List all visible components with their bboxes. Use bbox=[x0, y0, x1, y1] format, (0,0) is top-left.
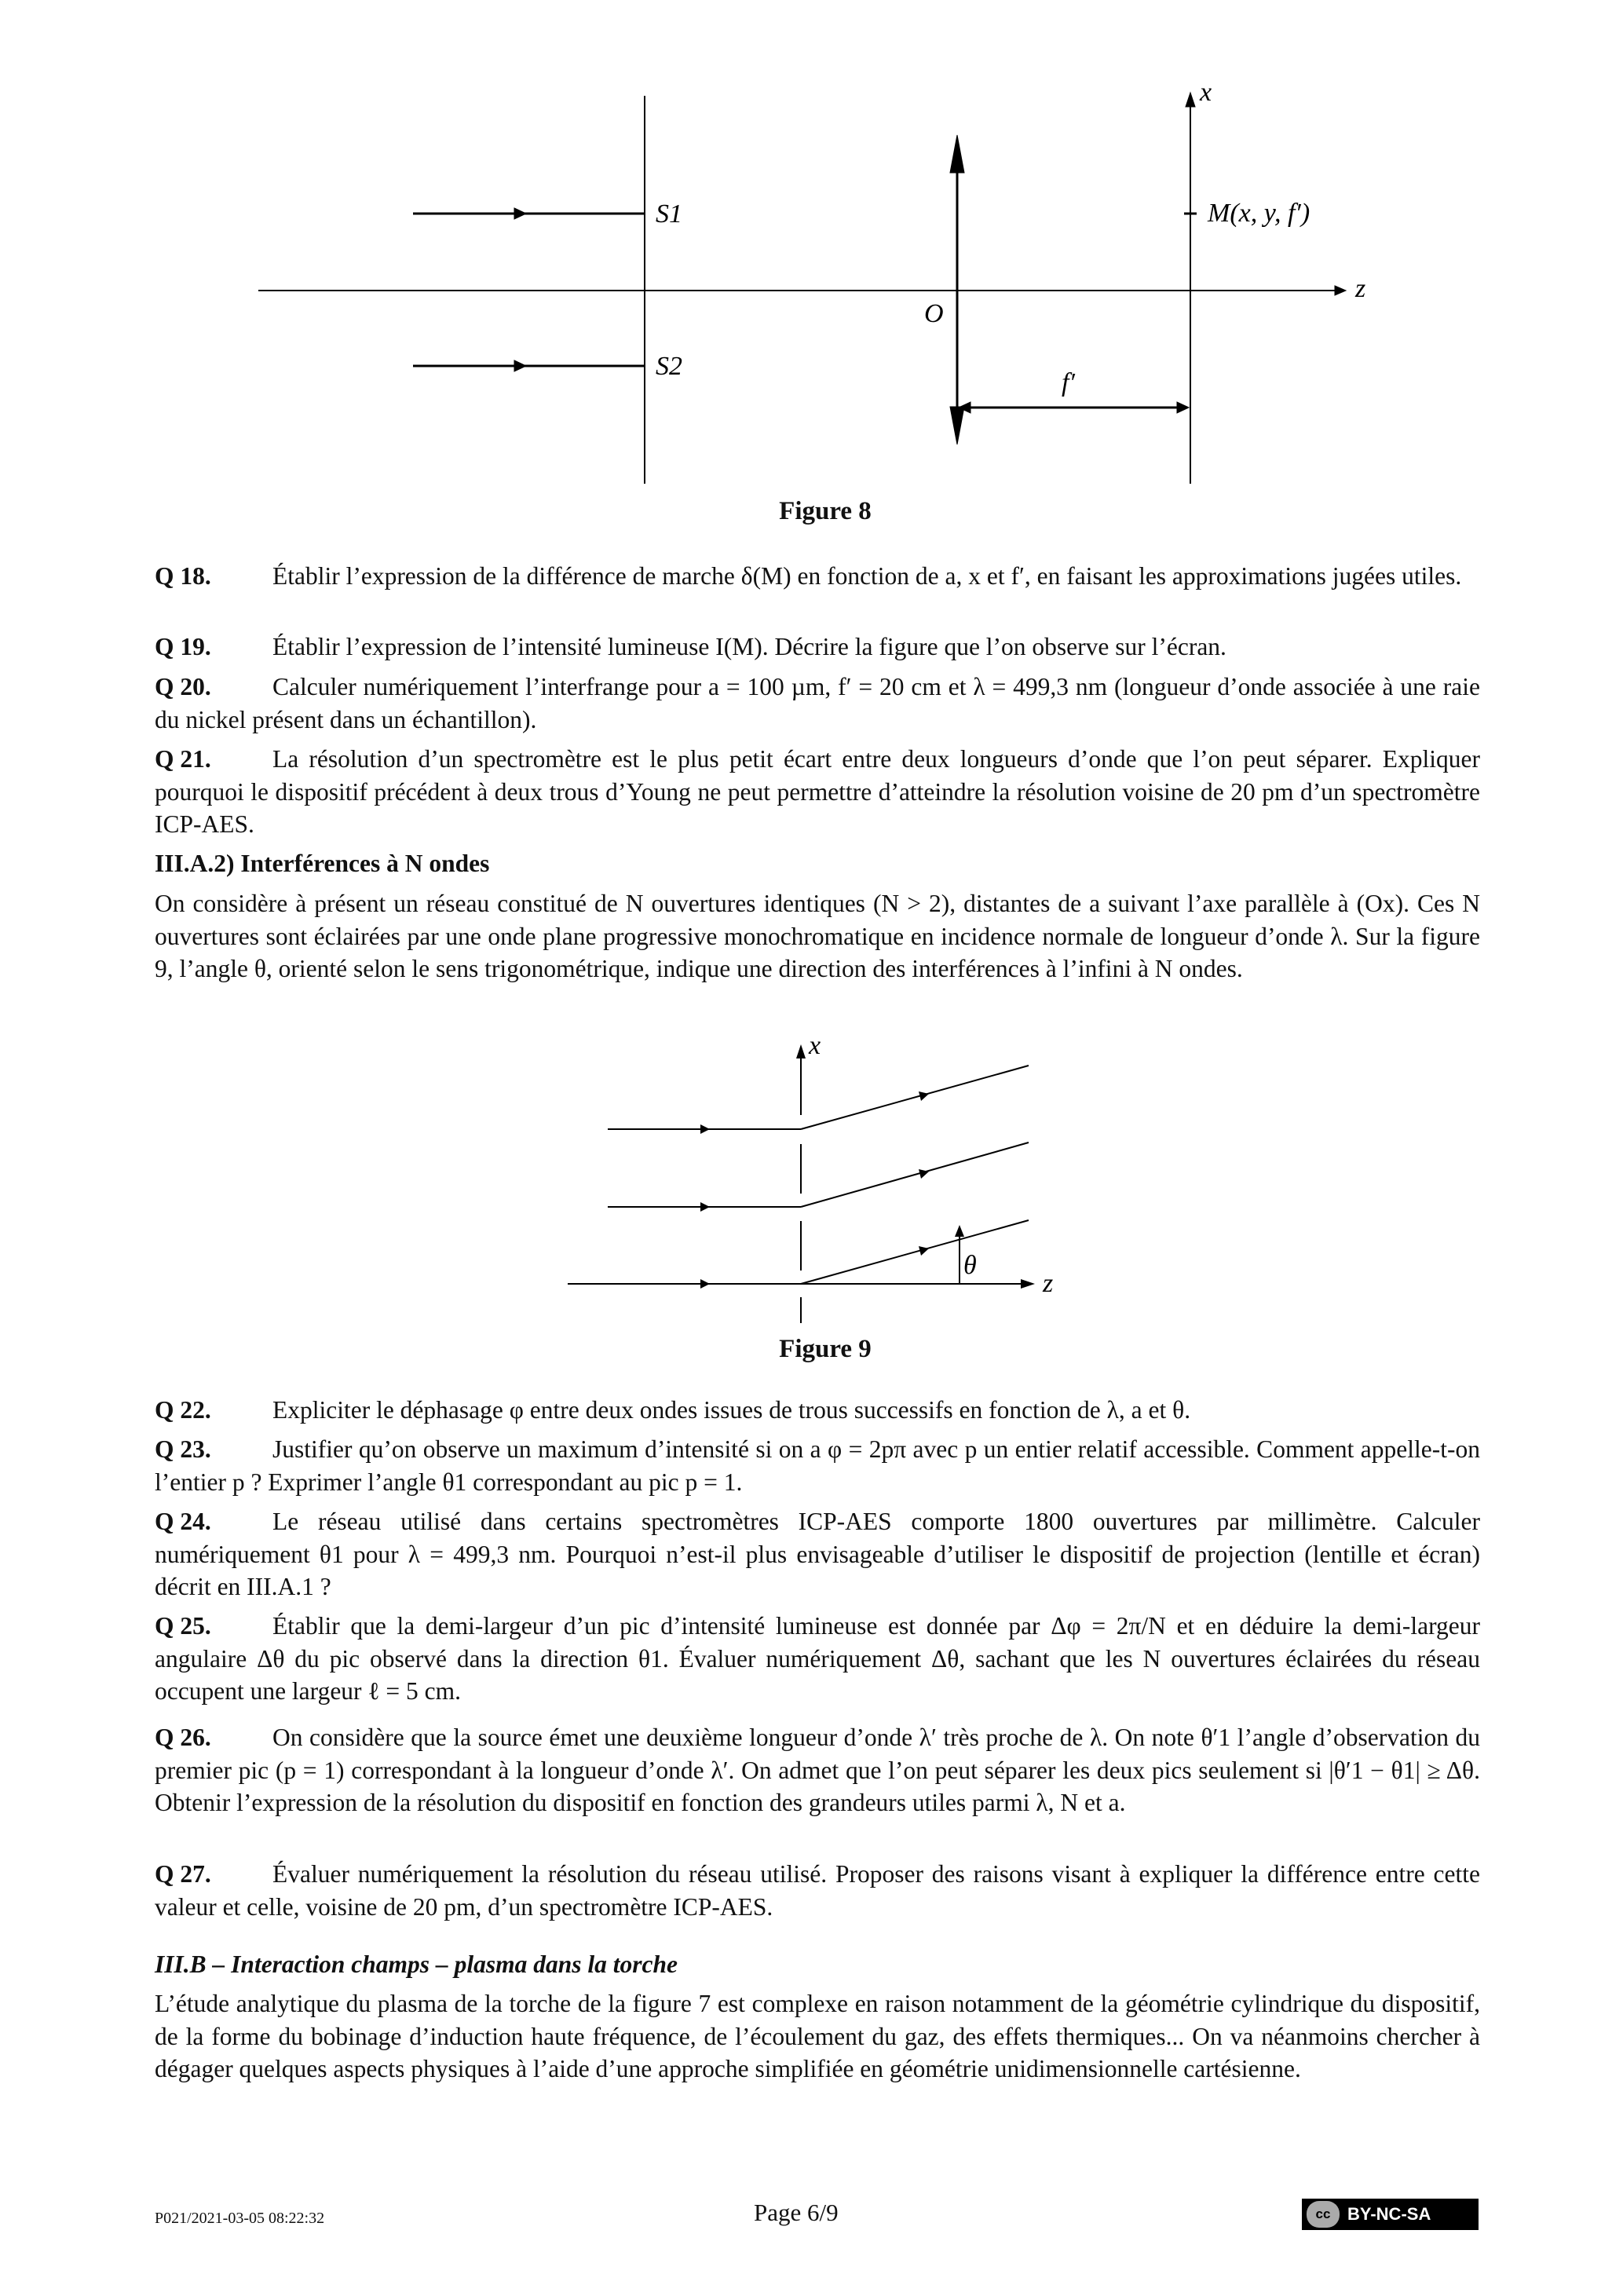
cc-icon: cc bbox=[1307, 2201, 1340, 2228]
fig9-label-theta: θ bbox=[963, 1251, 977, 1280]
question-18 bbox=[155, 560, 1480, 593]
question-text: Évaluer numériquement la résolution du réseau utilisé. Proposer des raisons visant à expliquer la différence entre cette valeur et celle, voisine de 20 pm, d’un spectromètre ICP-AES. bbox=[155, 1860, 1480, 1921]
question-text: La résolution d’un spectromètre est le plus petit écart entre deux longueurs d’onde que l’on peut séparer. Expliquer pourquoi le dispositif précédent à deux trous d’Young ne peut permettre d’atteindre la résolution voisine de 20 pm d’un spectromètre ICP-AES. bbox=[155, 745, 1480, 838]
question-19 bbox=[155, 631, 1480, 664]
question-text: Établir l’expression de la différence de marche δ(M) en fonction de a, x et f′, en faisant les approximations jugées utiles. bbox=[272, 562, 1462, 590]
question-24 bbox=[155, 1505, 1480, 1603]
label-f: f′ bbox=[1062, 368, 1075, 397]
section-b-text: L’étude analytique du plasma de la torche de la figure 7 est complexe en raison notamment de la géométrie cylindrique du dispositif, de la forme du bobinage d’induction haute fréquence, de l’écoulement du gaz, des effets thermiques... On va néanmoins chercher à dégager quelques aspects physiques à l’aide d’une approche simplifiée en géométrie unidimensionnelle cartésienne. bbox=[155, 1990, 1480, 2082]
question-label: Q 27. bbox=[155, 1860, 211, 1888]
label-o: O bbox=[924, 299, 944, 328]
question-label: Q 25. bbox=[155, 1612, 211, 1640]
question-label: Q 23. bbox=[155, 1435, 211, 1463]
footer-ref: P021/2021-03-05 08:22:32 bbox=[155, 2210, 325, 2227]
question-text: Justifier qu’on observe un maximum d’intensité si on a φ = 2pπ avec p un entier relatif accessible. Comment appelle-t-on l’entier p ? Exprimer l’angle θ1 correspondant au pic p = 1. bbox=[155, 1435, 1480, 1496]
page-number: Page 6/9 bbox=[754, 2199, 839, 2226]
question-text: Expliciter le déphasage φ entre deux ondes issues de trous successifs en fonction de λ, a et θ. bbox=[272, 1396, 1191, 1424]
question-text: Établir que la demi-largeur d’un pic d’intensité lumineuse est donnée par Δφ = 2π/N et en déduire la demi-largeur angulaire Δθ du pic observé dans la direction θ1. Évaluer numériquement Δθ, sachant que les N ouvertures éclairées du réseau occupent une largeur ℓ = 5 cm. bbox=[155, 1612, 1480, 1705]
question-label: Q 21. bbox=[155, 745, 211, 773]
question-21 bbox=[155, 743, 1480, 841]
label-s1: S1 bbox=[656, 199, 682, 229]
question-label: Q 26. bbox=[155, 1724, 211, 1751]
figure-9 bbox=[568, 1044, 1035, 1323]
figure-9-caption: Figure 9 bbox=[779, 1335, 872, 1363]
figure-8 bbox=[258, 93, 1346, 484]
fig9-label-z: z bbox=[1043, 1269, 1054, 1298]
label-m: M(x, y, f′) bbox=[1208, 199, 1310, 228]
question-20 bbox=[155, 671, 1480, 736]
question-text: Calculer numériquement l’interfrange pour a = 100 µm, f′ = 20 cm et λ = 499,3 nm (longueur d’onde associée à une raie du nickel présent dans un échantillon). bbox=[155, 673, 1480, 733]
question-25 bbox=[155, 1610, 1480, 1708]
question-27 bbox=[155, 1858, 1480, 1923]
label-z: z bbox=[1355, 274, 1366, 303]
fig9-label-x: x bbox=[809, 1031, 821, 1060]
label-x: x bbox=[1200, 78, 1212, 107]
section-a2-text: On considère à présent un réseau constitué de N ouvertures identiques (N > 2), distantes de a suivant l’axe parallèle à (Ox). Ces N ouvertures sont éclairées par une onde plane progressive monochromatique en incidence normale de longueur d’onde λ. Sur la figure 9, l’angle θ, orienté selon le sens trigonométrique, indique une direction des interférences à l’infini à N ondes. bbox=[155, 890, 1480, 982]
question-label: Q 18. bbox=[155, 562, 211, 590]
question-label: Q 19. bbox=[155, 633, 211, 660]
section-b-title: III.B – Interaction champs – plasma dans la torche bbox=[155, 1951, 678, 1978]
question-23 bbox=[155, 1433, 1480, 1498]
license-badge bbox=[1302, 2199, 1479, 2230]
question-text: Le réseau utilisé dans certains spectromètres ICP-AES comporte 1800 ouvertures par millimètre. Calculer numériquement θ1 pour λ = 499,3 nm. Pourquoi n’est-il plus envisageable d’utiliser le dispositif de projection (lentille et écran) décrit en III.A.1 ? bbox=[155, 1508, 1480, 1600]
question-22 bbox=[155, 1394, 1480, 1427]
question-text: Établir l’expression de l’intensité lumineuse I(M). Décrire la figure que l’on observe sur l’écran. bbox=[272, 633, 1226, 660]
question-label: Q 24. bbox=[155, 1508, 211, 1535]
license-text: BY-NC-SA bbox=[1347, 2204, 1431, 2224]
section-a2-title: III.A.2) Interférences à N ondes bbox=[155, 850, 490, 877]
figure-8-caption: Figure 8 bbox=[779, 497, 872, 525]
question-26 bbox=[155, 1721, 1480, 1819]
question-text: On considère que la source émet une deuxième longueur d’onde λ′ très proche de λ. On note θ′1 l’angle d’observation du premier pic (p = 1) correspondant à la longueur d’onde λ′. On admet que l’on peut séparer les deux pics seulement si |θ′1 − θ1| ≥ Δθ. Obtenir l’expression de la résolution du dispositif en fonction des grandeurs utiles parmi λ, N et a. bbox=[155, 1724, 1480, 1816]
question-label: Q 22. bbox=[155, 1396, 211, 1424]
label-s2: S2 bbox=[656, 352, 682, 381]
question-label: Q 20. bbox=[155, 673, 211, 700]
